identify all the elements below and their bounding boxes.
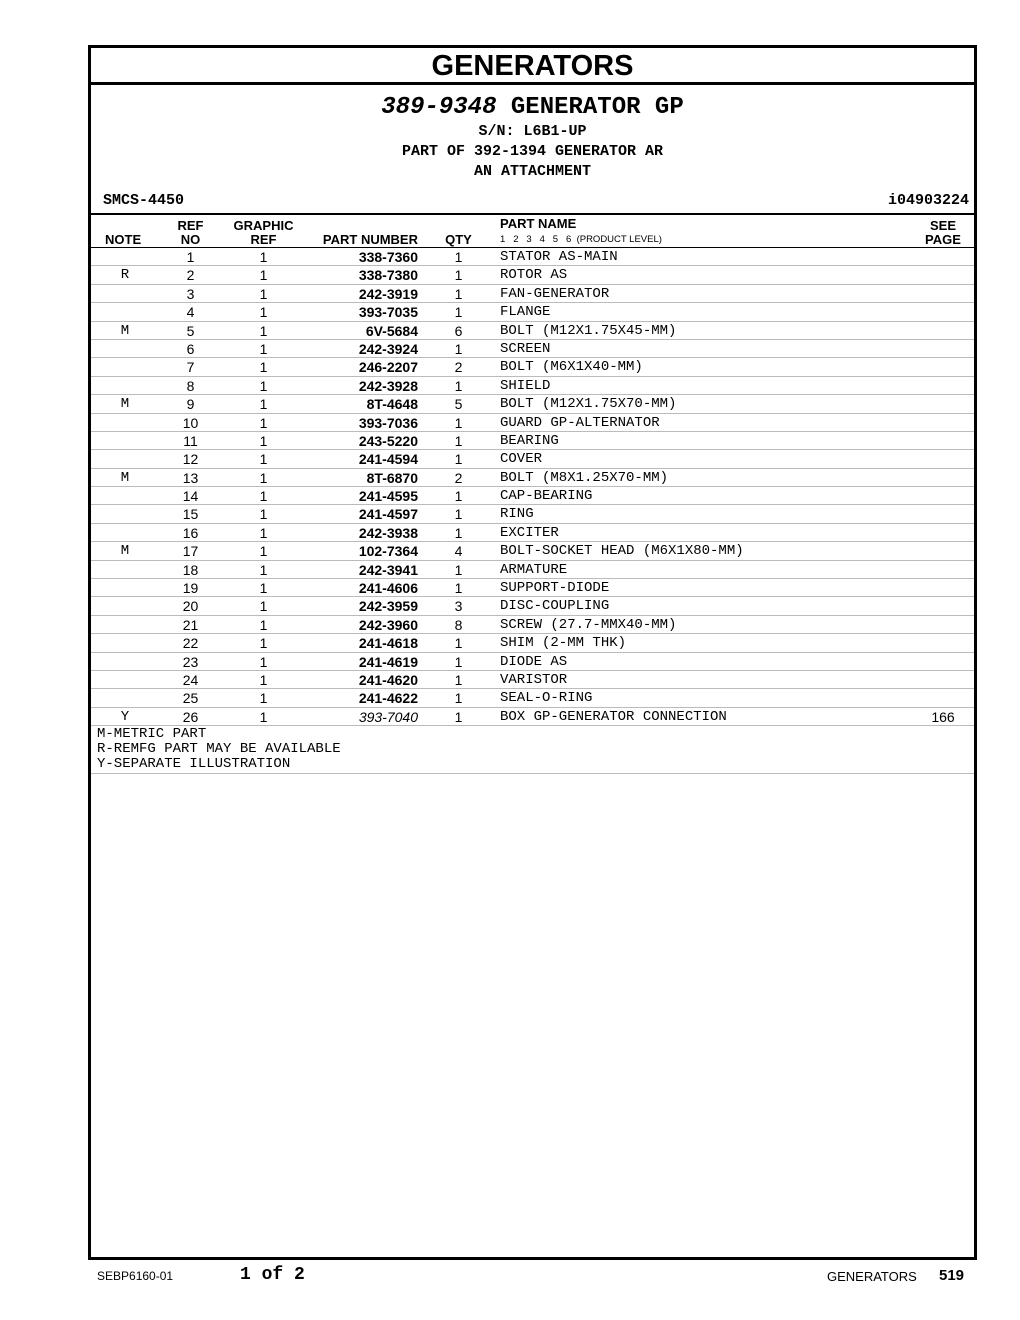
table-row[interactable] <box>91 561 974 579</box>
ref-no-cell: 23 <box>182 653 199 670</box>
part-number-cell[interactable]: 241-4619 <box>358 653 418 670</box>
graphic-ref-cell: 1 <box>259 708 268 725</box>
graphic-ref-cell: 1 <box>259 598 268 615</box>
part-name-cell: SUPPORT-DIODE <box>500 580 610 597</box>
ref-no-cell: 1 <box>186 249 195 265</box>
table-row[interactable] <box>91 505 974 523</box>
part-number-cell[interactable]: 242-3928 <box>358 377 418 394</box>
table-row[interactable] <box>91 671 974 689</box>
qty-cell: 1 <box>454 488 463 505</box>
page-number: 519 <box>939 1267 965 1284</box>
col-page: PAGE <box>925 232 961 247</box>
part-number-cell[interactable]: 241-4618 <box>358 635 418 652</box>
graphic-ref-cell: 1 <box>259 340 268 357</box>
part-number-cell[interactable]: 8T-6870 <box>366 469 418 486</box>
part-name-cell: BOLT (M12X1.75X70-MM) <box>500 396 677 413</box>
part-number-cell[interactable]: 6V-5684 <box>365 322 418 339</box>
col-note: NOTE <box>105 232 142 247</box>
ref-no-cell: 26 <box>182 708 199 725</box>
qty-cell: 2 <box>454 469 463 486</box>
col-see: SEE <box>929 218 956 233</box>
graphic-ref-cell: 1 <box>259 635 268 652</box>
parts-page-frame <box>88 45 977 1260</box>
graphic-ref-cell: 1 <box>259 359 268 376</box>
qty-cell: 4 <box>454 543 463 560</box>
graphic-ref-cell: 1 <box>259 690 268 707</box>
part-number-cell[interactable]: 242-3941 <box>358 561 418 578</box>
col-part-number: PART NUMBER <box>322 232 418 247</box>
qty-cell: 1 <box>454 524 463 541</box>
part-name-cell: COVER <box>500 451 543 468</box>
ref-no-cell: 21 <box>182 616 199 633</box>
qty-cell: 1 <box>454 340 463 357</box>
ref-no-cell: 20 <box>182 598 199 615</box>
graphic-ref-cell: 1 <box>259 322 268 339</box>
ref-no-cell: 19 <box>182 580 199 597</box>
ref-no-cell: 25 <box>182 690 199 707</box>
serial-range: S/N: L6B1-UP <box>478 123 587 140</box>
part-name-cell: BOLT (M6X1X40-MM) <box>500 359 643 376</box>
table-row[interactable] <box>91 248 974 266</box>
part-name-cell: EXCITER <box>500 524 559 541</box>
part-name-cell: SEAL-O-RING <box>500 690 593 707</box>
illustration-id: i04903224 <box>887 192 969 209</box>
table-row[interactable] <box>91 542 974 560</box>
part-number-cell[interactable]: 242-3938 <box>358 524 418 541</box>
graphic-ref-cell: 1 <box>259 543 268 560</box>
table-row[interactable] <box>91 487 974 505</box>
ref-no-cell: 22 <box>182 635 199 652</box>
ref-no-cell: 10 <box>182 414 199 431</box>
graphic-ref-cell: 1 <box>259 304 268 321</box>
ref-no-cell: 14 <box>182 488 199 505</box>
graphic-ref-cell: 1 <box>259 524 268 541</box>
graphic-ref-cell: 1 <box>259 506 268 523</box>
table-row[interactable] <box>91 469 974 487</box>
table-header <box>91 215 974 248</box>
table-row[interactable] <box>91 414 974 432</box>
table-row[interactable] <box>91 597 974 615</box>
qty-cell: 1 <box>454 304 463 321</box>
part-number-cell[interactable]: 338-7380 <box>358 267 418 284</box>
col-part-name: PART NAME <box>500 216 577 231</box>
note-line: Y-SEPARATE ILLUSTRATION <box>97 756 291 773</box>
qty-cell: 1 <box>454 561 463 578</box>
group-title <box>91 85 974 122</box>
group-header <box>91 85 974 215</box>
note-cell: M <box>120 396 130 413</box>
graphic-ref-cell: 1 <box>259 671 268 688</box>
note-cell: M <box>120 543 130 560</box>
table-row[interactable] <box>91 358 974 376</box>
part-number-cell[interactable]: 241-4606 <box>358 580 418 597</box>
graphic-ref-cell: 1 <box>259 653 268 670</box>
graphic-ref-cell: 1 <box>259 249 268 265</box>
qty-cell: 6 <box>454 322 463 339</box>
table-row[interactable] <box>91 634 974 652</box>
graphic-ref-cell: 1 <box>259 377 268 394</box>
note-cell: M <box>120 322 130 339</box>
graphic-ref-cell: 1 <box>259 561 268 578</box>
section-title: GENERATORS <box>91 48 974 85</box>
part-number-cell[interactable]: 241-4622 <box>358 690 418 707</box>
graphic-ref-cell: 1 <box>259 616 268 633</box>
part-number-cell[interactable]: 241-4597 <box>358 506 418 523</box>
part-name-cell: CAP-BEARING <box>500 488 593 505</box>
qty-cell: 8 <box>454 616 463 633</box>
part-name-cell: BOLT-SOCKET HEAD (M6X1X80-MM) <box>500 543 744 560</box>
part-name-cell: STATOR AS-MAIN <box>500 249 618 265</box>
qty-cell: 1 <box>454 377 463 394</box>
graphic-ref-cell: 1 <box>259 432 268 449</box>
part-name-cell: DISC-COUPLING <box>500 598 610 615</box>
graphic-ref-cell: 1 <box>259 285 268 302</box>
ref-no-cell: 17 <box>182 543 199 560</box>
document-id: SEBP6160-01 <box>97 1269 174 1283</box>
table-row[interactable] <box>91 653 974 671</box>
part-number-cell[interactable]: 243-5220 <box>358 432 418 449</box>
note-line: M-METRIC PART <box>97 726 207 743</box>
page-of-indicator: 1 of 2 <box>240 1265 305 1285</box>
part-name-cell: GUARD GP-ALTERNATOR <box>500 414 660 431</box>
ref-no-cell: 6 <box>186 340 195 357</box>
qty-cell: 5 <box>454 396 463 413</box>
table-row[interactable] <box>91 689 974 707</box>
graphic-ref-cell: 1 <box>259 469 268 486</box>
part-name-cell: FAN-GENERATOR <box>500 285 610 302</box>
part-name-cell: DIODE AS <box>500 653 568 670</box>
graphic-ref-cell: 1 <box>259 414 268 431</box>
part-name-cell: ROTOR AS <box>500 267 568 284</box>
table-row[interactable] <box>91 395 974 413</box>
part-number-cell[interactable]: 246-2207 <box>358 359 418 376</box>
see-page-cell[interactable]: 166 <box>931 708 955 725</box>
ref-no-cell: 18 <box>182 561 199 578</box>
graphic-ref-cell: 1 <box>259 267 268 284</box>
part-name-cell: BEARING <box>500 432 559 449</box>
graphic-ref-cell: 1 <box>259 580 268 597</box>
part-number-cell[interactable]: 241-4595 <box>358 488 418 505</box>
table-row[interactable] <box>91 303 974 321</box>
group-part-number[interactable]: 389-9348 <box>381 94 497 121</box>
ref-no-cell: 16 <box>182 524 199 541</box>
part-number-cell[interactable]: 393-7035 <box>358 304 418 321</box>
part-number-cell[interactable]: 393-7040 <box>358 708 418 725</box>
ref-no-cell: 7 <box>186 359 195 376</box>
part-number-cell[interactable]: 242-3959 <box>358 598 418 615</box>
part-name-cell: ARMATURE <box>500 561 568 578</box>
part-name-cell: BOLT (M12X1.75X45-MM) <box>500 322 677 339</box>
notes-block <box>91 726 974 774</box>
ref-no-cell: 15 <box>182 506 199 523</box>
part-of-line: PART OF 392-1394 GENERATOR AR <box>401 143 664 160</box>
group-part-name: GENERATOR GP <box>510 94 684 121</box>
table-row[interactable] <box>91 322 974 340</box>
ref-no-cell: 8 <box>186 377 195 394</box>
qty-cell: 1 <box>454 451 463 468</box>
col-graphic: GRAPHIC <box>233 218 294 233</box>
qty-cell: 1 <box>454 635 463 652</box>
qty-cell: 1 <box>454 690 463 707</box>
part-name-cell: VARISTOR <box>500 671 568 688</box>
table-row[interactable] <box>91 579 974 597</box>
qty-cell: 3 <box>454 598 463 615</box>
table-row[interactable] <box>91 450 974 468</box>
ref-no-cell: 9 <box>186 396 195 413</box>
ref-no-cell: 13 <box>182 469 199 486</box>
ref-no-cell: 3 <box>186 285 195 302</box>
part-name-cell: SHIELD <box>500 377 551 394</box>
qty-cell: 1 <box>454 267 463 284</box>
qty-cell: 1 <box>454 249 463 265</box>
part-name-cell: FLANGE <box>500 304 551 321</box>
qty-cell: 2 <box>454 359 463 376</box>
part-number-cell[interactable]: 242-3960 <box>358 616 418 633</box>
qty-cell: 1 <box>454 285 463 302</box>
table-row[interactable] <box>91 708 974 726</box>
part-number-cell[interactable]: 102-7364 <box>358 543 418 560</box>
part-name-cell: SHIM (2-MM THK) <box>500 635 627 652</box>
qty-cell: 1 <box>454 432 463 449</box>
part-number-cell[interactable]: 242-3924 <box>358 340 418 357</box>
graphic-ref-cell: 1 <box>259 396 268 413</box>
ref-no-cell: 4 <box>186 304 195 321</box>
part-number-cell[interactable]: 8T-4648 <box>366 396 418 413</box>
table-row[interactable] <box>91 377 974 395</box>
part-number-cell[interactable]: 393-7036 <box>358 414 418 431</box>
note-line: R-REMFG PART MAY BE AVAILABLE <box>97 741 341 758</box>
table-row[interactable] <box>91 266 974 284</box>
note-cell: M <box>120 469 130 486</box>
note-cell: Y <box>120 708 130 725</box>
footer-section: GENERATORS <box>827 1269 917 1284</box>
col-ref: REF <box>177 218 204 233</box>
part-number-cell[interactable]: 338-7360 <box>358 249 418 265</box>
qty-cell: 1 <box>454 653 463 670</box>
ref-no-cell: 12 <box>182 451 199 468</box>
note-cell: R <box>120 267 130 284</box>
part-name-cell: SCREW (27.7-MMX40-MM) <box>500 616 677 633</box>
qty-cell: 1 <box>454 580 463 597</box>
ref-no-cell: 24 <box>182 671 199 688</box>
col-product-levels: 1 2 3 4 5 6 (PRODUCT LEVEL) <box>500 234 662 245</box>
ref-no-cell: 5 <box>186 322 195 339</box>
part-number-cell[interactable]: 241-4594 <box>358 451 418 468</box>
smcs-code: SMCS-4450 <box>103 192 185 209</box>
ref-no-cell: 11 <box>183 432 198 449</box>
parts-table-body <box>91 248 974 726</box>
part-number-cell[interactable]: 242-3919 <box>358 285 418 302</box>
qty-cell: 1 <box>454 708 463 725</box>
ref-no-cell: 2 <box>186 267 195 284</box>
part-number-cell[interactable]: 241-4620 <box>358 671 418 688</box>
table-row[interactable] <box>91 340 974 358</box>
part-name-cell: RING <box>500 506 534 523</box>
part-name-cell: SCREEN <box>500 340 551 357</box>
col-ref-no: NO <box>180 232 201 247</box>
col-qty: QTY <box>445 232 472 247</box>
qty-cell: 1 <box>454 671 463 688</box>
graphic-ref-cell: 1 <box>259 488 268 505</box>
col-graphic-ref: REF <box>250 232 277 247</box>
part-name-cell: BOLT (M8X1.25X70-MM) <box>500 469 669 486</box>
table-row[interactable] <box>91 616 974 634</box>
part-name-cell: BOX GP-GENERATOR CONNECTION <box>500 708 727 725</box>
qty-cell: 1 <box>454 414 463 431</box>
attachment-line: AN ATTACHMENT <box>473 163 592 180</box>
qty-cell: 1 <box>454 506 463 523</box>
table-row[interactable] <box>91 285 974 303</box>
graphic-ref-cell: 1 <box>259 451 268 468</box>
table-row[interactable] <box>91 432 974 450</box>
table-row[interactable] <box>91 524 974 542</box>
